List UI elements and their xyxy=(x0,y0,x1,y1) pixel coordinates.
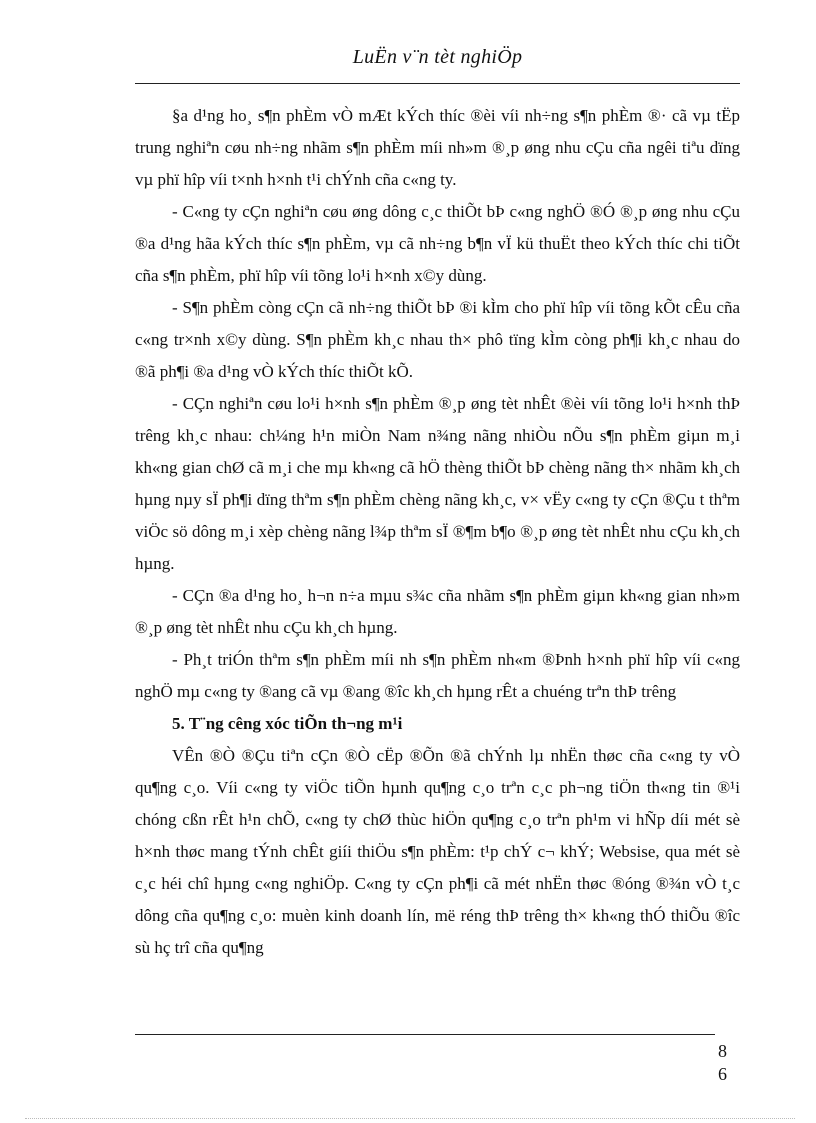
page-boundary xyxy=(25,1118,795,1119)
paragraph: VÊn ®Ò ®Çu tiªn cÇn ®Ò cËp ®Õn ®ã chÝnh lµ nhËn thøc cña c«ng ty vÒ qu¶ng c¸o. Víi c«ng ty viÖc tiÕn hµnh qu¶ng c¸o trªn c¸c ph¬ng tiÖn th«ng tin ®¹i chóng cßn rÊt h¹n chÕ, c«ng ty chØ thùc hiÖn qu¶ng c¸o trªn ph¹m vi hÑp díi mét sè h×nh thøc mang tÝnh chÊt giíi thiÖu s¶n phÈm: t¹p chÝ c¬ khÝ; Websise, qua mét sè c¸c héi chî hµng c«ng nghiÖp. C«ng ty cÇn ph¶i cã mét nhËn thøc ®óng ®¾n vÒ t¸c dông cña qu¶ng c¸o: muèn kinh doanh lín, më réng thÞ trêng th× kh«ng thÓ thiÕu ®îc sù hç trî cña qu¶ng xyxy=(135,746,740,957)
paragraph: - CÇn ®a d¹ng ho¸ h¬n n÷a mµu s¾c cña nhãm s¶n phÈm giµn kh«ng gian nh»m ®¸p øng tèt nhÊt nhu cÇu kh¸ch hµng. xyxy=(135,586,740,637)
paragraph: - CÇn nghiªn cøu lo¹i h×nh s¶n phÈm ®¸p øng tèt nhÊt ®èi víi tõng lo¹i h×nh thÞ trêng kh¸c nhau: ch¼ng h¹n miÒn Nam n¾ng nãng nhiÒu nÕu s¶n phÈm giµn m¸i kh«ng gian chØ cã m¸i che mµ kh«ng cã hÖ thèng thiÕt bÞ chèng nãng th× nhãm kh¸ch hµng nµy sÏ ph¶i dïng thªm s¶n phÈm chèng nãng kh¸c, v× vËy c«ng ty cÇn ®Çu t thªm viÖc sö dông m¸i xèp chèng nãng l¾p thªm sÏ ®¶m b¶o ®¸p øng tèt nhÊt nhu cÇu kh¸ch hµng. xyxy=(135,394,740,573)
page-number-line1: 8 xyxy=(718,1041,727,1061)
paragraph: - S¶n phÈm còng cÇn cã nh÷ng thiÕt bÞ ®i kÌm cho phï hîp víi tõng kÕt cÊu cña c«ng tr×nh x©y dùng. S¶n phÈm kh¸c nhau th× phô tïng kÌm còng ph¶i kh¸c nhau do ®ã ph¶i ®a d¹ng vÒ kÝch thíc thiÕt kÕ. xyxy=(135,298,740,381)
document-body xyxy=(135,100,740,964)
paragraph: - C«ng ty cÇn nghiªn cøu øng dông c¸c thiÕt bÞ c«ng nghÖ ®Ó ®¸p øng nhu cÇu ®a d¹ng hãa kÝch thíc s¶n phÈm, vµ cã nh÷ng b¶n vÏ kü thuËt theo kÝch thíc chi tiÕt cña s¶n phÈm, phï hîp víi tõng lo¹i h×nh x©y dùng. xyxy=(135,202,740,285)
page-header-title: LuËn v¨n tèt nghiÖp xyxy=(352,46,523,68)
paragraph: §a d¹ng ho¸ s¶n phÈm vÒ mÆt kÝch thíc ®èi víi nh÷ng s¶n phÈm ®· cã vµ tËp trung nghiªn cøu nh÷ng nhãm s¶n phÈm míi nh»m ®¸p øng nhu cÇu cña ngêi tiªu dïng vµ phï hîp víi t×nh h×nh t¹i chÝnh cña c«ng ty. xyxy=(135,106,740,189)
section-heading: 5. T¨ng cêng xóc tiÕn th¬ng m¹i xyxy=(172,714,403,733)
header-rule xyxy=(135,83,740,84)
footer-rule xyxy=(135,1034,715,1035)
page-number-line2: 6 xyxy=(718,1064,727,1084)
paragraph: - Ph¸t triÓn thªm s¶n phÈm míi nh s¶n phÈm nh«m ®Þnh h×nh phï hîp víi c«ng nghÖ mµ c«ng ty ®ang cã vµ ®ang ®îc kh¸ch hµng rÊt a chuéng trªn thÞ trêng xyxy=(135,650,740,701)
